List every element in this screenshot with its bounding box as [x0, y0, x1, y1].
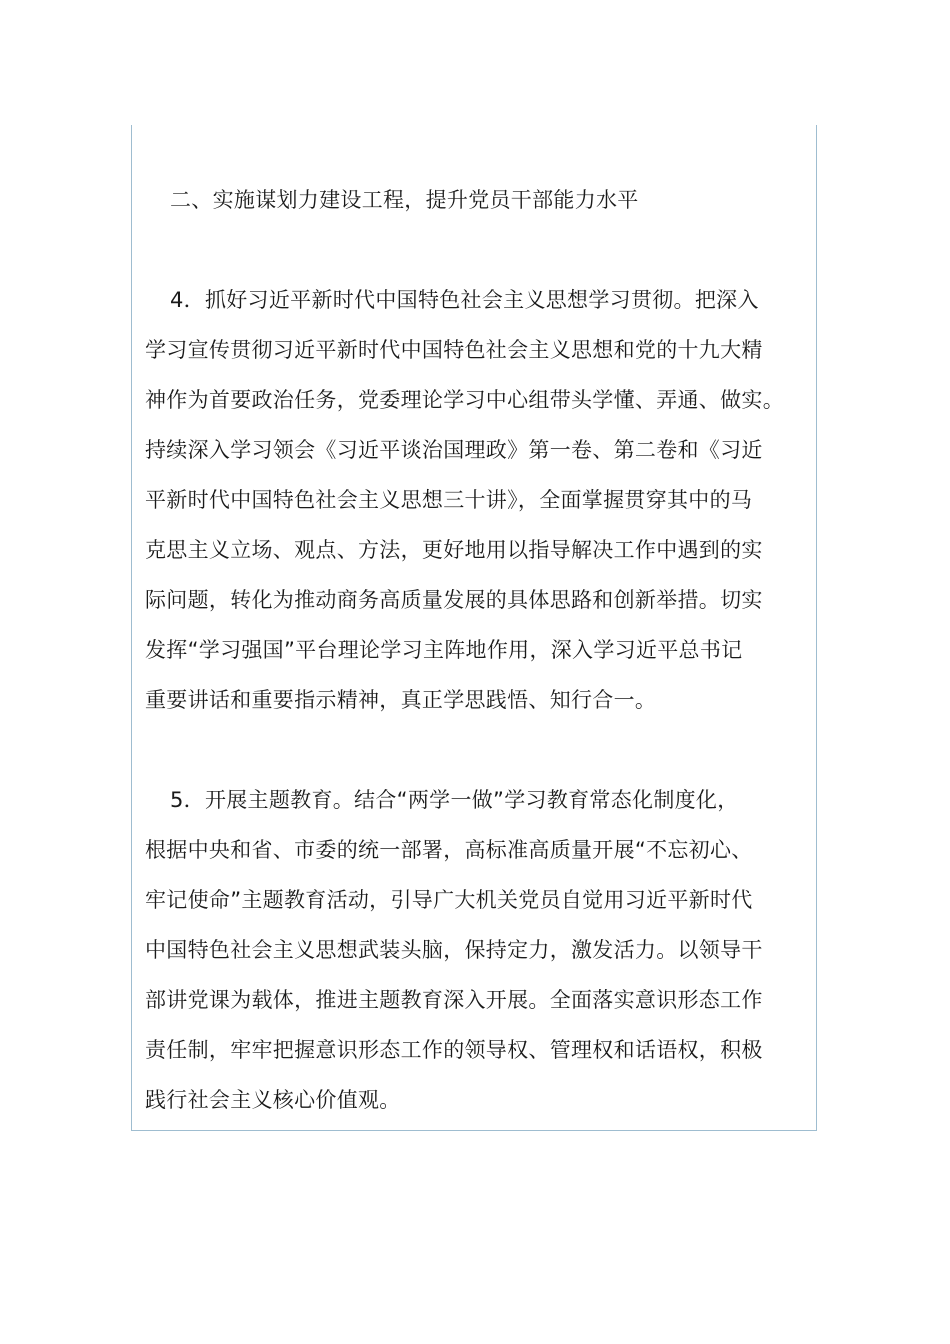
paragraph-line: 际问题，转化为推动商务高质量发展的具体思路和创新举措。切实 — [145, 588, 763, 612]
paragraph-line: 中国特色社会主义思想武装头脑，保持定力，激发活力。以领导干 — [145, 938, 763, 962]
section-heading: 二、实施谋划力建设工程，提升党员干部能力水平 — [170, 188, 639, 212]
paragraph-line: 克思主义立场、观点、方法，更好地用以指导解决工作中遇到的实 — [145, 538, 763, 562]
document-body — [145, 175, 810, 1125]
paragraph-line: 根据中央和省、市委的统一部署，高标准高质量开展“不忘初心、 — [145, 838, 753, 862]
paragraph-line: 4．抓好习近平新时代中国特色社会主义思想学习贯彻。把深入 — [170, 288, 759, 312]
spacer — [145, 725, 810, 775]
paragraph-line: 重要讲话和重要指示精神，真正学思践悟、知行合一。 — [145, 688, 657, 712]
paragraph-4 — [145, 275, 810, 725]
paragraph-line: 责任制，牢牢把握意识形态工作的领导权、管理权和话语权，积极 — [145, 1038, 763, 1062]
paragraph-line: 平新时代中国特色社会主义思想三十讲》，全面掌握贯穿其中的马 — [145, 488, 753, 512]
paragraph-line: 践行社会主义核心价值观。 — [145, 1088, 401, 1112]
paragraph-line: 牢记使命”主题教育活动，引导广大机关党员自觉用习近平新时代 — [145, 888, 753, 912]
paragraph-line: 部讲党课为载体，推进主题教育深入开展。全面落实意识形态工作 — [145, 988, 763, 1012]
spacer — [145, 225, 810, 275]
paragraph-line: 持续深入学习领会《习近平谈治国理政》第一卷、第二卷和《习近 — [145, 438, 763, 462]
paragraph-5 — [145, 775, 810, 1125]
paragraph-line: 5．开展主题教育。结合“两学一做”学习教育常态化制度化， — [170, 788, 739, 812]
paragraph-line: 神作为首要政治任务，党委理论学习中心组带头学懂、弄通、做实。 — [145, 388, 784, 412]
paragraph-line: 学习宣传贯彻习近平新时代中国特色社会主义思想和党的十九大精 — [145, 338, 763, 362]
paragraph-line: 发挥“学习强国”平台理论学习主阵地作用，深入学习近平总书记 — [145, 638, 743, 662]
